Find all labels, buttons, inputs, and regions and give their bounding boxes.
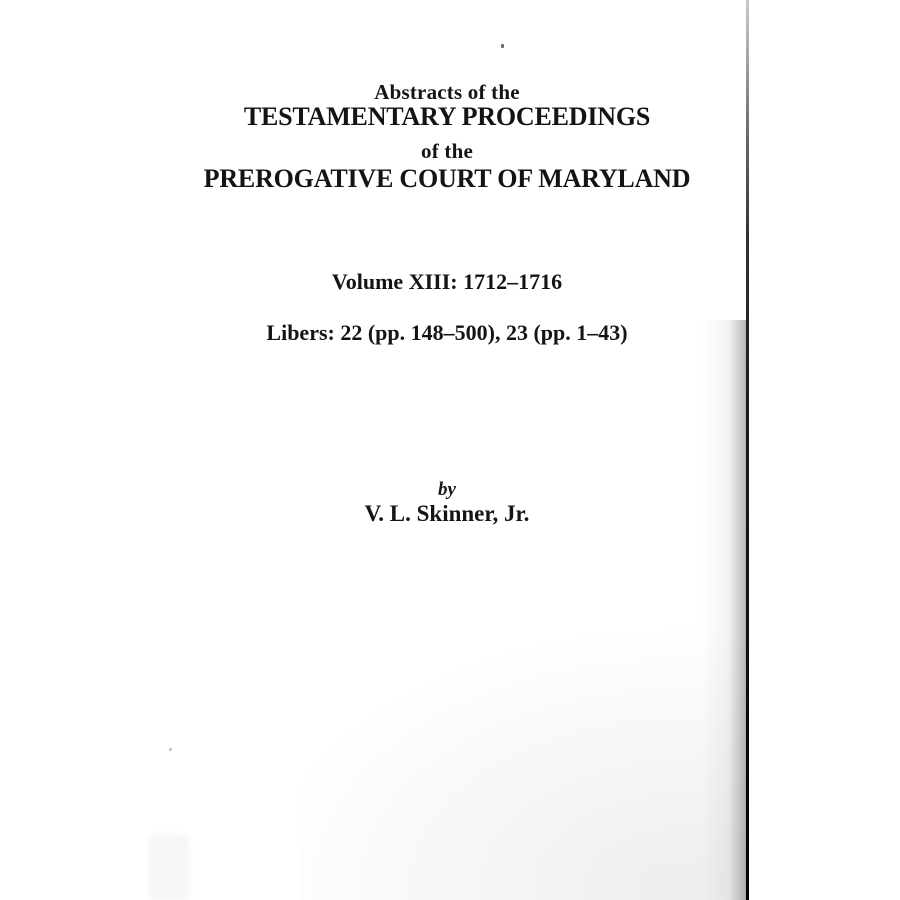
book-title-line-4: PREROGATIVE COURT OF MARYLAND bbox=[203, 164, 691, 193]
book-title-line-2: TESTAMENTARY PROCEEDINGS bbox=[243, 102, 651, 131]
byline-by: by bbox=[438, 479, 456, 500]
title-page-text bbox=[147, 0, 747, 900]
volume-line: Volume XIII: 1712–1716 bbox=[331, 269, 563, 294]
right-margin bbox=[749, 0, 900, 900]
author-name: V. L. Skinner, Jr. bbox=[364, 501, 530, 526]
book-title-line-3: of the bbox=[421, 139, 473, 163]
book-title-line-1: Abstracts of the bbox=[374, 80, 520, 104]
libers-line: Libers: 22 (pp. 148–500), 23 (pp. 1–43) bbox=[266, 320, 628, 345]
